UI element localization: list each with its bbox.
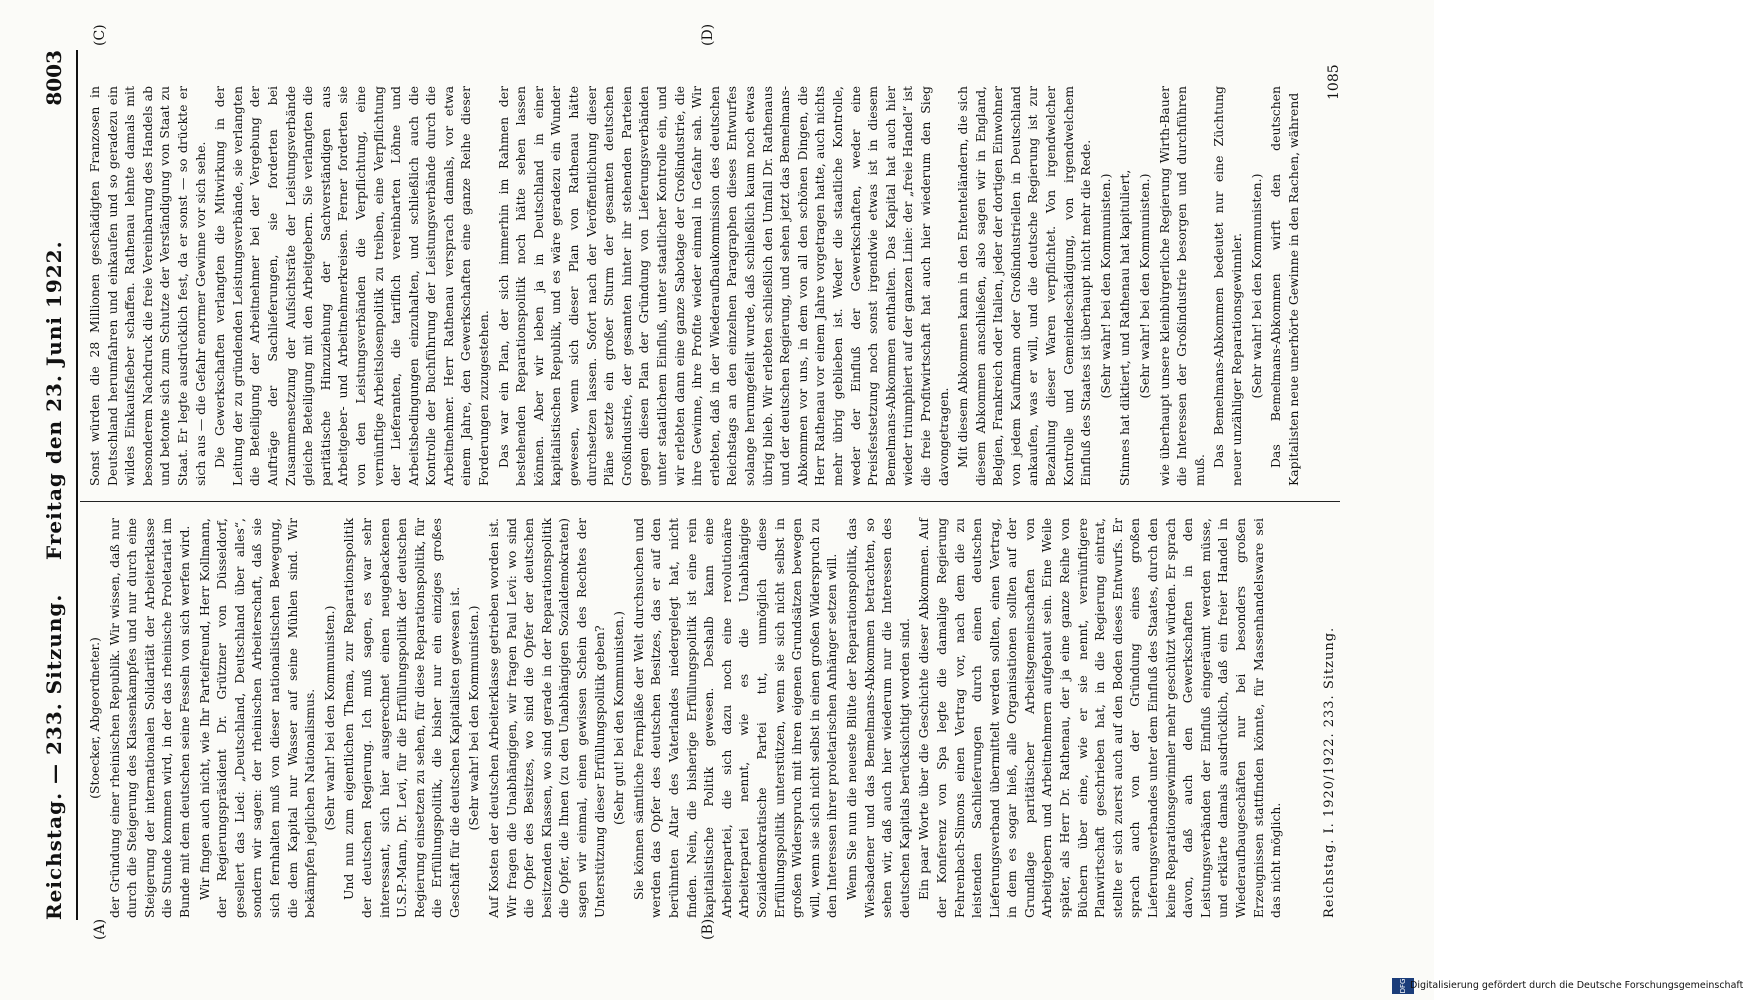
dfg-logo: DFG — [1392, 978, 1414, 994]
paragraph: Sie können sämtliche Fernpläße der Welt durchsuchen und werden das Opfer des deutschen Besitzes, das er auf den berühmten Altar des Vaterlandes niedergelegt hat, nicht finden. Nein, die bisherige Erfüllungspolitik ist eine rein kapitalistische Politik gewesen. Deshalb kann eine Arbeiterpartei, die sich dazu noch eine revolutionäre Arbeiterpartei nennt, wie es die Unabhängige Sozialdemokratische Partei tut, unmöglich diese Erfüllungspolitik unterstützen, wenn sie sich nicht selbst in großen Widerspruch mit ihren eigenen Grundsätzen bewegen will, wenn sie sich nicht selbst in einen großen Widerspruch zu den Interessen ihrer proletarischen Anhänger setzen will. — [630, 518, 840, 918]
margin-mark-d: (D) — [700, 23, 716, 46]
interjection: (Sehr wahr! bei den Kommunisten.) — [1248, 173, 1264, 399]
funding-sidebar — [1000, 978, 1743, 994]
paragraph: Wenn Sie nun die neueste Blüte der Reparationspolitik, das Wiesbadener und das Bemelmans-Abkommen betrachten, so sehen wir, daß auch hier wiederum nur die Interessen des deutschen Kapitals berücksichtigt worden sind. — [843, 518, 912, 918]
interjection: (Sehr wahr! bei den Kommunisten.) — [1097, 173, 1113, 399]
interjection: (Sehr wahr! bei den Kommunisten.) — [1137, 173, 1153, 399]
speaker-name: (Stoecker, Abgeordneter.) — [87, 637, 102, 799]
paragraph: Das Bemelmans-Abkommen bedeutet nur eine Züchtung neuer unzähliger Reparationsgewinnler. — [1211, 86, 1244, 486]
column-divider — [80, 501, 1340, 502]
paragraph: Wir fingen auch nicht, wie Ihr Parteifreund, Herr Kollmann, der Regierungspräsident Dr. Grützner von Düsseldorf, gesellert das Lied: „Deutschland, Deutschland über alles“, sondern wir sagen: der rheinischen Arbeiterschaft, daß sie sich fernhalten muß von dieser nationalistischen Bewegung, die dem Kapital nur Wasser auf seine Mühlen sind. Wir bekämpfen jeglichen Nationalismus. — [196, 518, 318, 918]
interjection: (Sehr wahr! bei den Kommunisten.) — [321, 605, 337, 831]
paragraph: Und nun zum eigentlichen Thema, zur Reparationspolitik der deutschen Regierung. Ich muß sagen, es war sehr interessant, sich hier ausgerechnet einen neugebackenen U.S.P.-Mann, Dr. Levi, für die Erfüllungspolitik der deutschen Regierung einsetzen zu sehen, für diese Reparationspolitik, für die Erfüllungspolitik, die bisher nur ein einziges großes Geschäft für die deutschen Kapitalisten gewesen ist. — [341, 518, 462, 918]
paragraph: Mit diesem Abkommen kann in den Ententeländern, die sich diesem Abkommen anschließen, also sagen wir in England, Belgien, Frankreich oder Italien, jeder der dortigen Einwohner von jedem Kaufmann oder Großindustriellen in Deutschland ankaufen, was er will, und die deutsche Regierung ist zur Bezahlung dieser Waren verpflichtet. Von irgendwelcher Kontrolle und Gemeindeschädigung, von irgendwelchem Einfluß des Staates ist überhaupt nicht mehr die Rede. — [955, 86, 1094, 486]
footer-page-number: 1085 — [1326, 64, 1342, 100]
paragraph: Ein paar Worte über die Geschichte dieser Abkommen. Auf der Konferenz von Spa legte die damalige Regierung Fehrenbach-Simons einen Vertrag vor, nach dem die zu leistenden Sachlieferungen durch einen deutschen Lieferungsverband übermittelt werden sollten, einen Vertrag, in dem es sogar hieß, alle Organisationen sollten auf der Grundlage paritätischer Arbeitsgemeinschaften von Arbeitgebern und Arbeitnehmern aufgebaut sein. Eine Weile später, als Herr Dr. Rathenau, der ja eine ganze Reihe von Büchern über eine, wie er sie nennt, vernünftigere Planwirtschaft geschrieben hat, in die Regierung eintrat, stellte er sich zuerst auch auf den Boden dieses Entwurfs. Er sprach auch von der Gründung eines großen Lieferungsverbandes unter dem Einfluß des Staates, durch den keine Reparationsgewinnler mehr geschützt würden. Er sprach davon, daß auch den Gewerkschaften in den Leistungsverbänden der Einfluß eingeräumt werden müsse, und erklärte damals ausdrücklich, daß ein freier Handel in Wiederaufbaugeschäften nur bei besonders großen Erzeugnissen stattfinden könnte, für Massenhandelsware sei das nicht möglich. — [916, 518, 1284, 918]
margin-mark-a: (A) — [92, 918, 108, 940]
margin-mark-c: (C) — [92, 24, 108, 46]
header-rule — [76, 50, 78, 920]
paragraph: Das war ein Plan, der sich immerhin im Rahmen der bestehenden Reparationspolitik noch hätte sehen lassen können. Aber wir leben ja in Deutschland in einer kapitalistischen Republik, und es wäre geradezu ein Wunder gewesen, wenn sich dieser Plan von Rathenau hätte durchsetzen lassen. Sofort nach der Veröffentlichung dieser Pläne setzte ein großer Sturm der gesamten deutschen Großindustrie, der gesamten hinter ihr stehenden Parteien gegen diesen Plan der Gründung von Lieferungsverbänden unter staatlichem Einfluß, unter staatlicher Kontrolle ein, und wir erlebten dann eine ganze Sabotage der Großindustrie, die ihre Gewinne, ihre Profite wieder einmal in Gefahr sah. Wir erlebten, daß in der Wiederaufbaukommission des deutschen Reichstags an den einzelnen Paragraphen dieses Entwurfes solange herumgefeilt wurde, daß schließlich kaum noch etwas übrig blieb. Wir erlebten schließlich den Umfall Dr. Rathenaus und der deutschen Regierung, und sehen jetzt das Bemelmans-Abkommen vor uns, in dem von all den schönen Dingen, die Herr Rathenau vor einem Jahre vorgetragen hatte, auch nichts mehr übrig geblieben ist. Weder die staatliche Kontrolle, weder der Einfluß der Gewerkschaften, weder eine Preisfestsetzung noch sonst irgendwie etwas ist in diesem Bemelmans-Abkommen enthalten. Das Kapital hat auch hier wieder triumphiert auf der ganzen Linie: der „freie Handel“ ist die freie Profitwirtschaft hat auch hier wiederum den Sieg davongetragen. — [495, 86, 951, 486]
paragraph: Das Bemelmans-Abkommen wirft den deutschen Kapitalisten neue unerhörte Gewinne in den Rachen, während — [1268, 86, 1301, 486]
footer-source: Reichstag. I. 1920/1922. 233. Sitzung. — [1322, 626, 1337, 918]
funding-note: Digitalisierung gefördert durch die Deutsche Forschungsgemeinschaft — [1410, 980, 1743, 991]
paragraph: wie überhaupt unsere kleinbürgerliche Regierung Wirth-Bauer die Interessen der Großindustrie besorgen und durchführen muß. — [1156, 86, 1207, 486]
interjection: (Sehr gut! bei den Kommunisten.) — [611, 611, 627, 825]
page-header — [36, 50, 76, 920]
paragraph: Stinnes hat diktiert, und Rathenau hat kapituliert, — [1117, 169, 1133, 486]
paragraph: Die Gewerkschaften verlangten die Mitwirkung in der Leitung der zu gründenden Leistungsverbände, sie verlangten die Beteiligung der Arbeitnehmer bei der Vergebung der Aufträge der Sachlieferungen, sie forderten bei Zusammensetzung der Aufsichtsräte der Leistungsverbände gleiche Beteiligung mit den Arbeitgebern. Sie verlangten die paritätische Hinzuziehung der Sachverständigen aus Arbeitgeber- und Arbeitnehmerkreisen. Ferner forderten sie von den Leistungsverbänden die Verpflichtung, eine vernünftige Arbeitslosenpolitik zu treiben, eine Verpflichtung der Lieferanten, die tariflich vereinbarten Löhne und Arbeitsbedingungen einzuhalten, und schließlich auch die Kontrolle der Buchführung der Leistungsverbände durch die Arbeitnehmer. Herr Rathenau versprach damals, vor etwa einem Jahre, den Gewerkschaften eine ganze Reihe dieser Forderungen zuzugestehen. — [212, 86, 492, 486]
header-page-number: 8003 — [42, 50, 66, 106]
header-date: Freitag den 23. Juni 1922. — [42, 240, 66, 560]
paragraph: Auf Kosten der deutschen Arbeiterklasse getrieben worden ist. Wir fragen die Unabhängigen, wir fragen Paul Levi: wo sind die Opfer des Besitzes, wo sind die Opfer der deutschen besitzenden Klassen, wo sind gerade in der Reparationspolitik die Opfer, die Ihnen (zu den Unabhängigen Sozialdemokraten) sagen wir einmal, einen gewissen Schein des Rechtes der Unterstützung dieser Erfüllungspolitik geben? — [486, 518, 607, 918]
paragraph: Sonst würden die 28 Millionen geschädigten Franzosen in Deutschland herumfahren und einkaufen und so geradezu ein wildes Einkaufsfieber schaffen. Rathenau lehnte damals mit besonderem Nachdruck die freie Vereinbarung des Handels ab und betonte sich zum Schutze der Verständigung von Staat zu Staat. Er legte ausdrücklich fest, da er sonst — so drückte er sich aus — die Gefahr enormer Gewinne vor sich sehe. — [87, 86, 208, 486]
margin-mark-b: (B) — [700, 918, 716, 940]
paragraph: der Gründung einer rheinischen Republik. Wir wissen, daß nur durch die Steigerung des Klassenkampfes und nur durch eine Steigerung der internationalen Solidarität der Arbeiterklasse die Stunde kommen wird, in der das rheinische Proletariat im Bunde mit dem deutschen seine Fesseln von sich werfen wird. — [106, 518, 192, 918]
header-left: Reichstag. — 233. Sitzung. — [42, 593, 66, 920]
right-column — [86, 86, 1304, 486]
interjection: (Sehr wahr! bei den Kommunisten.) — [466, 605, 482, 831]
left-column — [86, 518, 1287, 918]
